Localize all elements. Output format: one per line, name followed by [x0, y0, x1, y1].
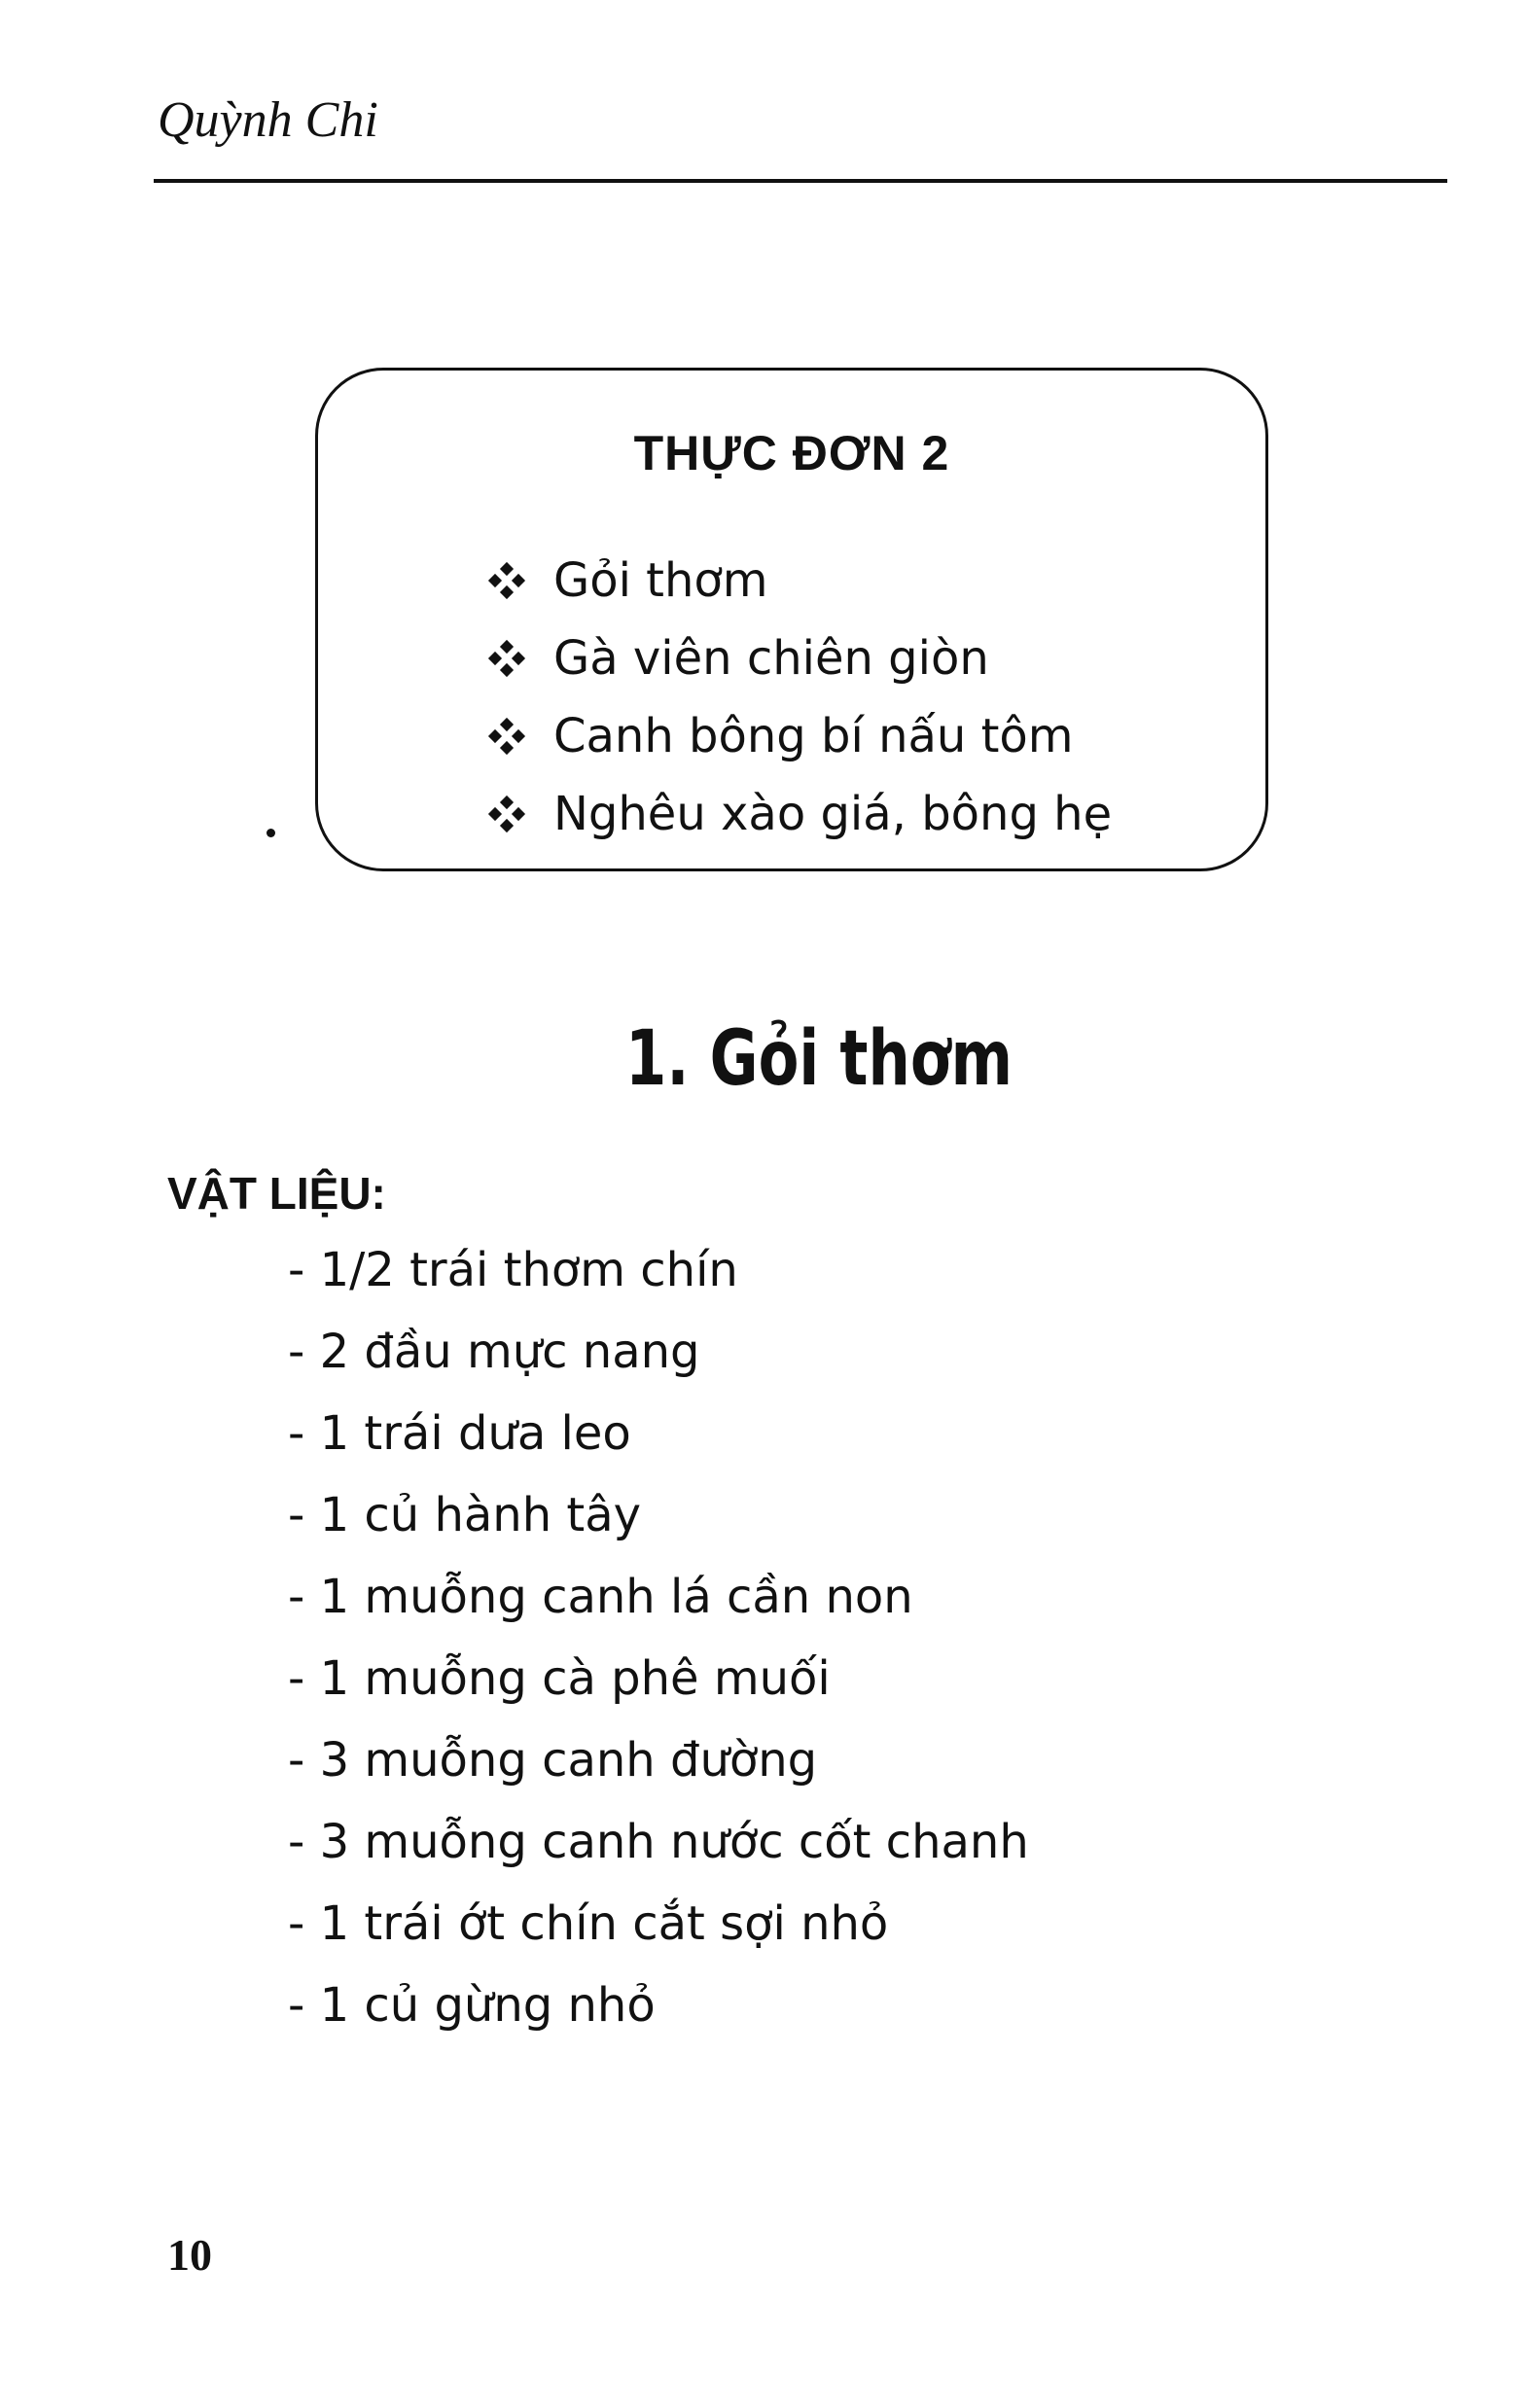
menu-item	[489, 542, 1112, 620]
ingredient-item: - 1/2 trái thơm chín	[288, 1243, 738, 1297]
menu-item-label: Nghêu xào giá, bông hẹ	[553, 787, 1113, 841]
ingredient-item: - 1 trái dưa leo	[288, 1406, 631, 1461]
diamond-bullet-icon	[489, 641, 524, 676]
ingredient-item: - 2 đầu mực nang	[288, 1325, 700, 1379]
menu-item	[489, 775, 1112, 853]
recipe-title: 1. Gỏi thơm	[625, 1015, 1013, 1103]
diamond-bullet-icon	[489, 797, 524, 832]
ingredients-label: VẬT LIỆU:	[167, 1168, 386, 1219]
diamond-bullet-icon	[489, 563, 524, 598]
stray-dot-mark	[267, 829, 275, 837]
menu-item	[489, 697, 1112, 775]
running-header-author: Quỳnh Chi	[158, 92, 378, 148]
ingredient-item: - 1 củ gừng nhỏ	[288, 1978, 656, 2033]
ingredients-list	[288, 1245, 1029, 2062]
menu-item-label: Gà viên chiên giòn	[553, 631, 989, 686]
menu-box	[315, 368, 1268, 871]
menu-title: THỰC ĐƠN 2	[633, 426, 950, 480]
ingredient-item: - 1 muỗng canh lá cần non	[288, 1570, 913, 1624]
menu-item-label: Canh bông bí nấu tôm	[553, 709, 1074, 763]
ingredient-item: - 1 trái ớt chín cắt sợi nhỏ	[288, 1896, 889, 1951]
ingredient-item: - 1 muỗng cà phê muối	[288, 1651, 831, 1706]
ingredient-item: - 3 muỗng canh đường	[288, 1733, 818, 1788]
ingredient-item: - 3 muỗng canh nước cốt chanh	[288, 1815, 1029, 1869]
menu-list	[489, 542, 1112, 853]
header-rule	[154, 179, 1447, 183]
menu-item-label: Gỏi thơm	[553, 553, 768, 608]
ingredient-item: - 1 củ hành tây	[288, 1488, 642, 1542]
diamond-bullet-icon	[489, 719, 524, 754]
page-number: 10	[167, 2230, 212, 2280]
menu-item	[489, 620, 1112, 697]
